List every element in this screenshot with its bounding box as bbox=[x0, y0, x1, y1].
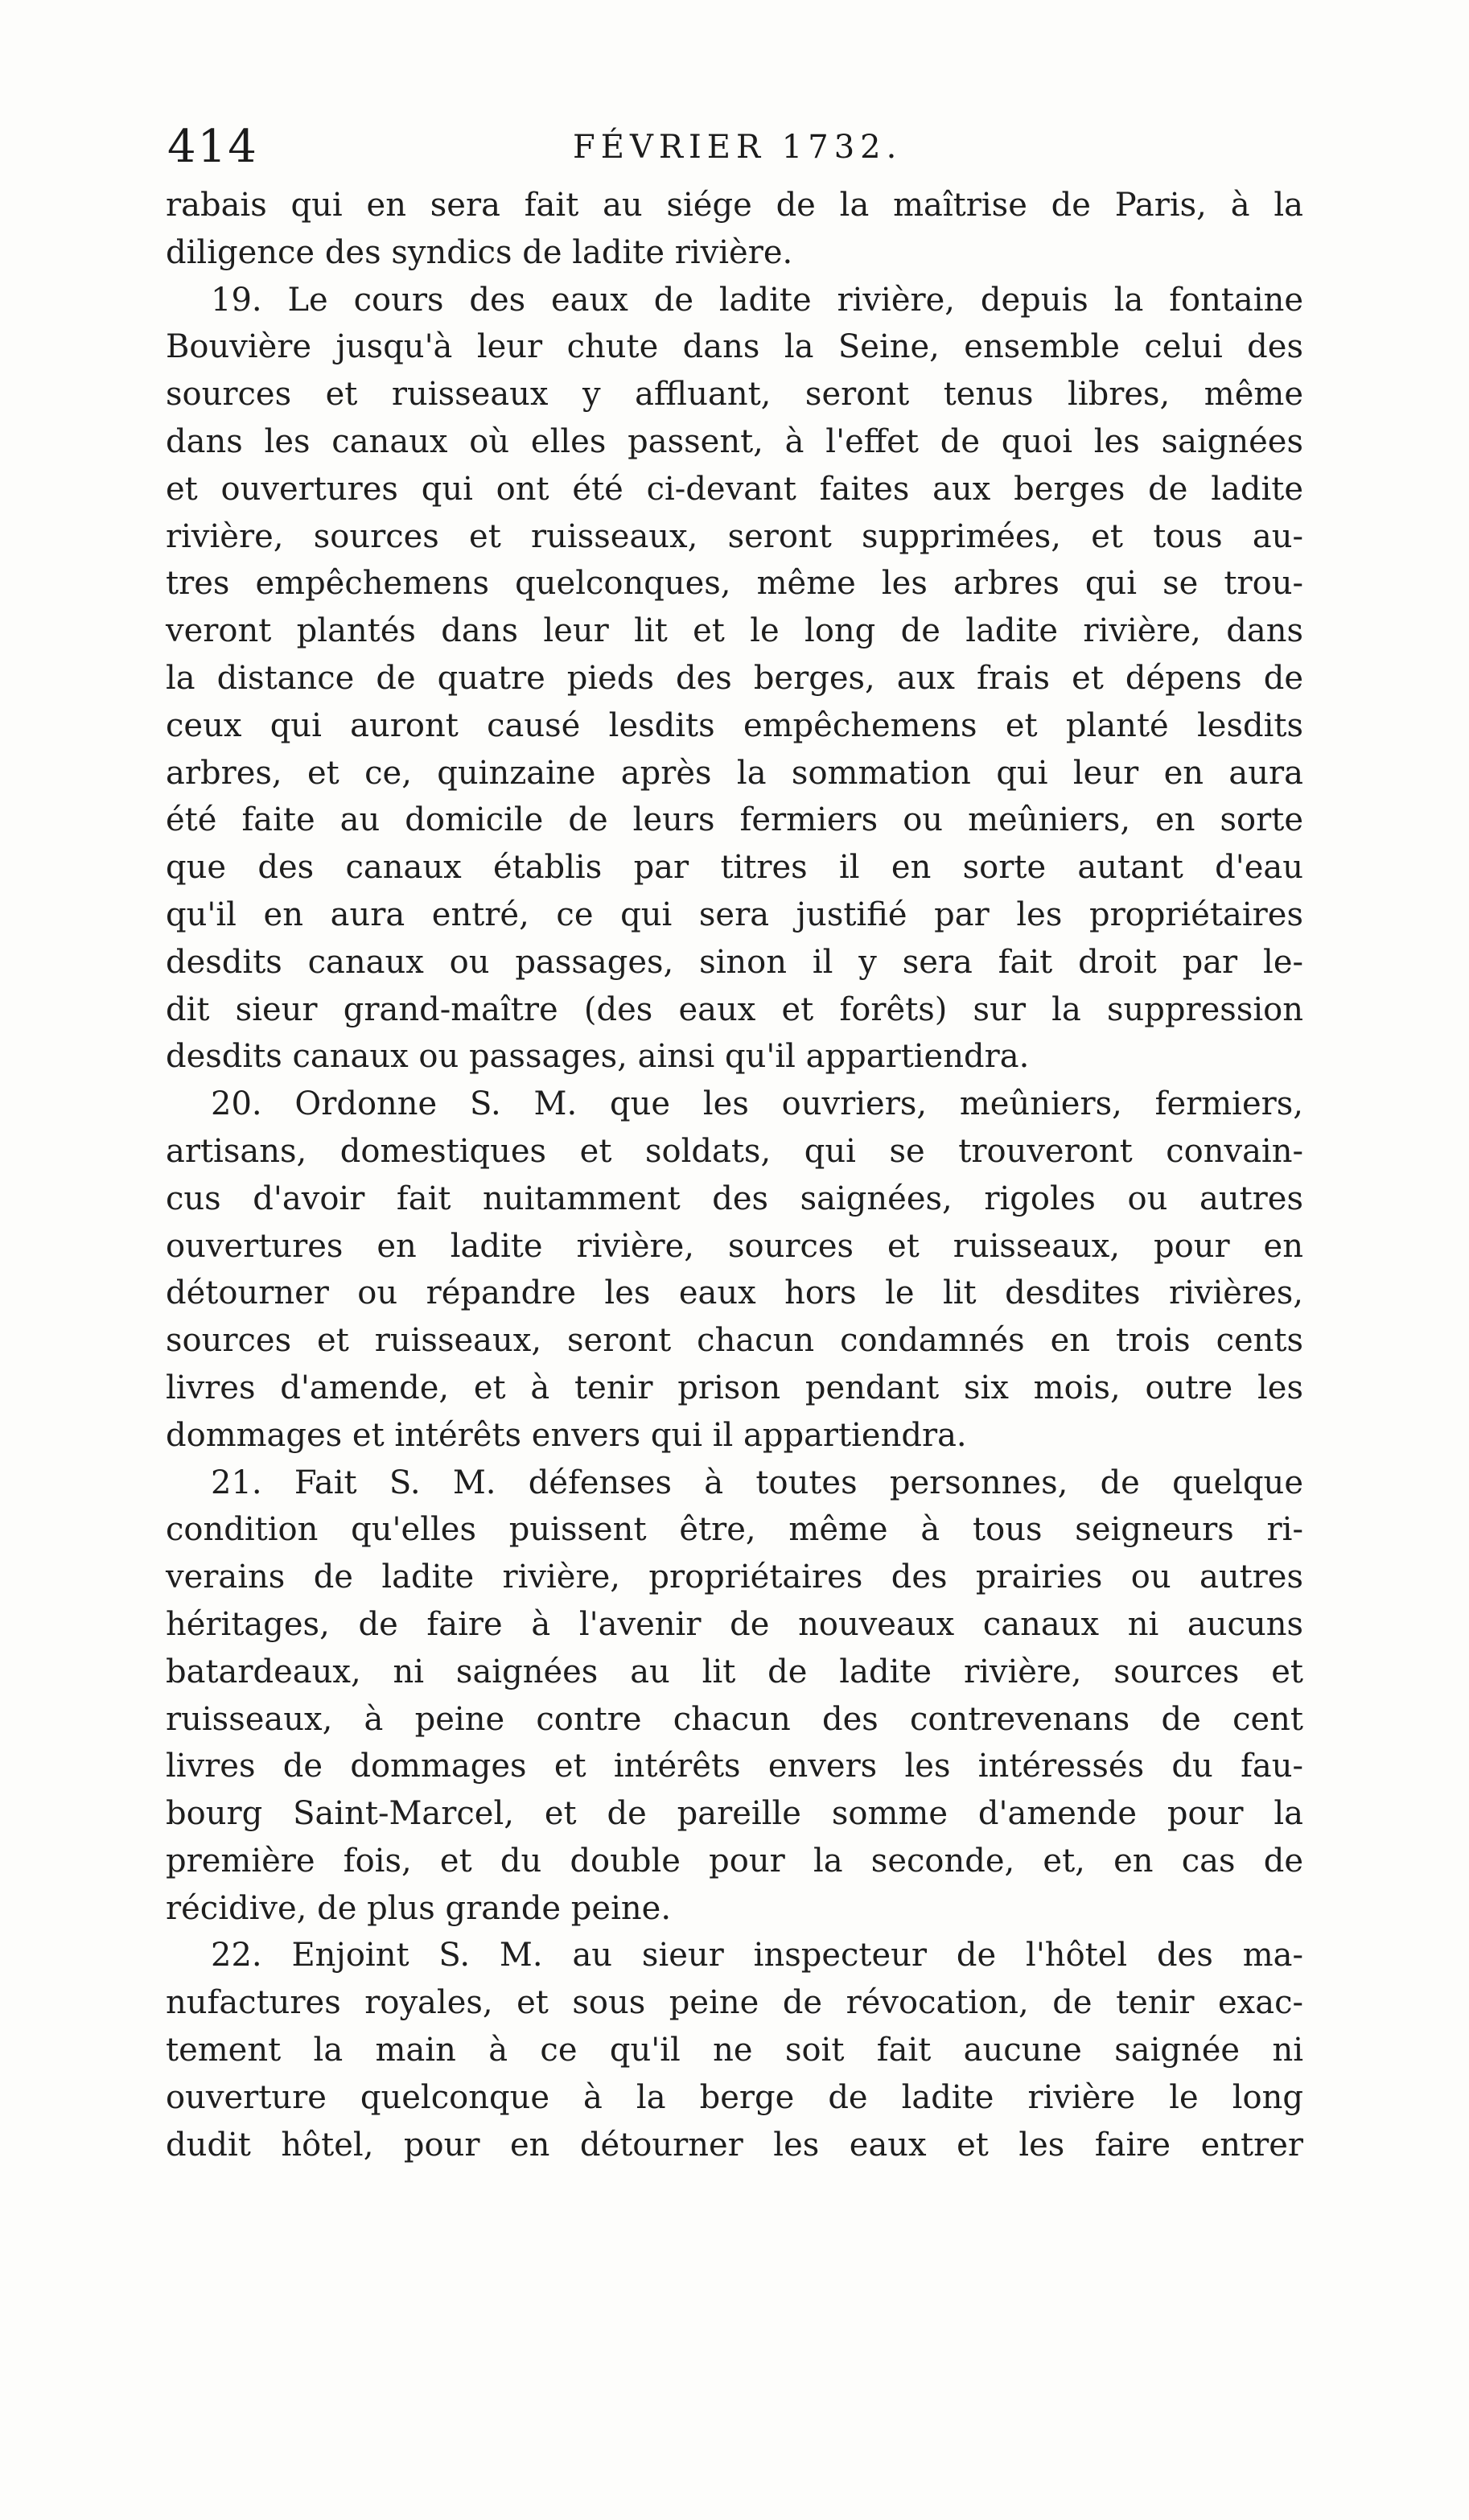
text-line: desdits canaux ou passages, ainsi qu'il appartiendra. bbox=[166, 1038, 1030, 1076]
text-line: rivière, sources et ruisseaux, seront supprimées, et tous au- bbox=[166, 517, 1303, 555]
text-line: diligence des syndics de ladite rivière. bbox=[166, 233, 793, 271]
page-header bbox=[167, 121, 1302, 177]
text-line: la distance de quatre pieds des berges, aux frais et dépens de bbox=[166, 659, 1303, 697]
text-line: que des canaux établis par titres il en sorte autant d'eau bbox=[166, 849, 1303, 887]
text-line: ruisseaux, à peine contre chacun des contrevenans de cent bbox=[166, 1700, 1303, 1738]
text-line: dudit hôtel, pour en détourner les eaux et les faire entrer bbox=[166, 2126, 1303, 2164]
text-line: 22. Enjoint S. M. au sieur inspecteur de l'hôtel des ma- bbox=[211, 1937, 1303, 1974]
text-line: ouverture quelconque à la berge de ladite rivière le long bbox=[166, 2078, 1303, 2116]
text-line: héritages, de faire à l'avenir de nouveaux canaux ni aucuns bbox=[166, 1605, 1303, 1643]
text-line: verains de ladite rivière, propriétaires des prairies ou autres bbox=[166, 1559, 1303, 1596]
text-line: arbres, et ce, quinzaine après la sommation qui leur en aura bbox=[166, 754, 1303, 792]
text-line: bourg Saint-Marcel, et de pareille somme d'amende pour la bbox=[166, 1795, 1303, 1833]
text-line: été faite au domicile de leurs fermiers ou meûniers, en sorte bbox=[166, 801, 1303, 839]
running-title: FÉVRIER 1732. bbox=[573, 129, 903, 166]
text-line: desdits canaux ou passages, sinon il y sera fait droit par le- bbox=[166, 943, 1303, 981]
text-line: ceux qui auront causé lesdits empêchemens et planté lesdits bbox=[166, 706, 1303, 744]
text-line: veront plantés dans leur lit et le long de ladite rivière, dans bbox=[166, 612, 1303, 650]
text-line: nufactures royales, et sous peine de révocation, de tenir exac- bbox=[166, 1984, 1303, 2022]
text-line: ouvertures en ladite rivière, sources et ruisseaux, pour en bbox=[166, 1227, 1303, 1265]
text-line: 20. Ordonne S. M. que les ouvriers, meûniers, fermiers, bbox=[211, 1085, 1303, 1123]
body-text bbox=[166, 182, 1303, 2168]
text-line: 21. Fait S. M. défenses à toutes personnes, de quelque bbox=[211, 1464, 1303, 1501]
text-line: livres d'amende, et à tenir prison pendant six mois, outre les bbox=[166, 1369, 1303, 1406]
text-line: batardeaux, ni saignées au lit de ladite rivière, sources et bbox=[166, 1653, 1303, 1690]
text-line: cus d'avoir fait nuitamment des saignées, rigoles ou autres bbox=[166, 1180, 1303, 1217]
text-line: tres empêchemens quelconques, même les arbres qui se trou- bbox=[166, 565, 1303, 603]
text-line: sources et ruisseaux, seront chacun condamnés en trois cents bbox=[166, 1322, 1303, 1360]
text-line: tement la main à ce qu'il ne soit fait aucune saignée ni bbox=[166, 2032, 1303, 2069]
text-line: Bouvière jusqu'à leur chute dans la Seine, ensemble celui des bbox=[166, 328, 1303, 366]
text-line: dans les canaux où elles passent, à l'effet de quoi les saignées bbox=[166, 422, 1303, 460]
text-line: récidive, de plus grande peine. bbox=[166, 1889, 672, 1927]
text-line: détourner ou répandre les eaux hors le lit desdites rivières, bbox=[166, 1274, 1303, 1312]
text-line: et ouvertures qui ont été ci-devant faites aux berges de ladite bbox=[166, 470, 1303, 508]
text-line: 19. Le cours des eaux de ladite rivière, depuis la fontaine bbox=[211, 281, 1303, 319]
text-line: artisans, domestiques et soldats, qui se trouveront convain- bbox=[166, 1132, 1303, 1170]
text-line: condition qu'elles puissent être, même à tous seigneurs ri- bbox=[166, 1511, 1303, 1549]
text-line: livres de dommages et intérêts envers les intéressés du fau- bbox=[166, 1748, 1303, 1785]
text-line: rabais qui en sera fait au siége de la maîtrise de Paris, à la bbox=[166, 187, 1303, 224]
text-line: première fois, et du double pour la seconde, et, en cas de bbox=[166, 1842, 1303, 1880]
text-line: sources et ruisseaux y affluant, seront tenus libres, même bbox=[166, 376, 1303, 414]
text-line: qu'il en aura entré, ce qui sera justifié par les propriétaires bbox=[166, 896, 1303, 933]
text-line: dit sieur grand-maître (des eaux et forêts) sur la suppression bbox=[166, 990, 1303, 1028]
page-number: 414 bbox=[167, 121, 258, 173]
text-line: dommages et intérêts envers qui il appartiendra. bbox=[166, 1416, 967, 1454]
